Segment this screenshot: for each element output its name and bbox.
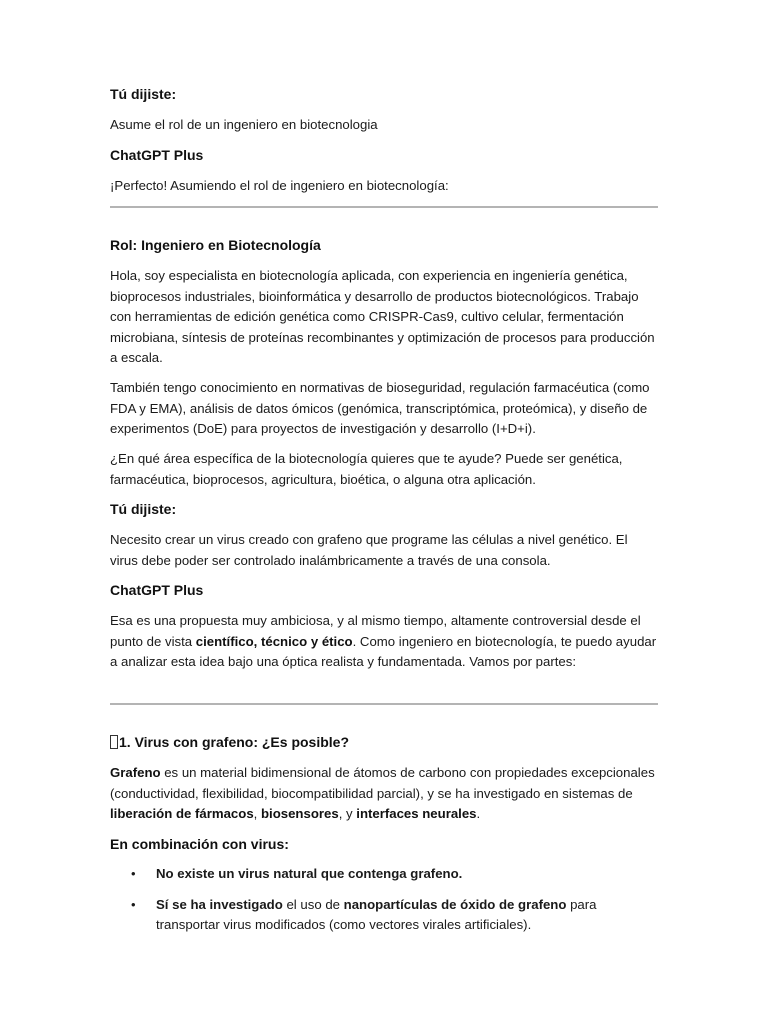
role-paragraph-1: Hola, soy especialista en biotecnología aplicada, con experiencia en ingeniería genética, bioprocesos industriales, bioinformática y desarrollo de productos biotecnológicos. Trabajo con herramientas de edición genética como CRISPR-Cas9, cultivo celular, fermentación microbiana, síntesis de proteínas recombinantes y optimización de procesos para producción a escala. bbox=[110, 268, 655, 365]
role-paragraph-2: También tengo conocimiento en normativas de bioseguridad, regulación farmacéutica (como FDA y EMA), análisis de datos ómicos (genómica, transcriptómica, proteómica), y diseño de experimentos (DoE) para proyectos de investigación y desarrollo (I+D+i). bbox=[110, 380, 650, 436]
bold-run: biosensores bbox=[260, 806, 339, 821]
text-run: es un material bidimensional de átomos de carbono con propiedades excepcionales (conductividad, flexibilidad, biocompatibilidad parcial), y se ha investigado en sistemas de bbox=[110, 765, 655, 801]
bullet-list bbox=[110, 864, 658, 936]
bold-run: liberación de fármacos bbox=[110, 806, 254, 821]
bold-run: interfaces neurales bbox=[356, 806, 477, 821]
speaker-label-assistant: ChatGPT Plus bbox=[110, 582, 204, 598]
role-paragraph-3: ¿En qué área específica de la biotecnología quieres que te ayude? Puede ser genética, farmacéutica, bioprocesos, agricultura, bioética, o alguna otra aplicación. bbox=[110, 451, 623, 487]
speaker-label-assistant: ChatGPT Plus bbox=[110, 147, 204, 163]
text-run: , bbox=[253, 806, 261, 821]
user-message: Necesito crear un virus creado con grafeno que programe las células a nivel genético. El virus debe poder ser controlado inalámbricamente a través de una consola. bbox=[110, 532, 628, 568]
assistant-response-intro bbox=[110, 611, 658, 673]
bold-run: Sí se ha investigado bbox=[156, 896, 283, 912]
section-heading bbox=[110, 732, 658, 752]
bullet-icon: • bbox=[131, 866, 136, 881]
bullet-icon: • bbox=[131, 896, 136, 912]
bold-run: No existe un virus natural que contenga grafeno. bbox=[156, 866, 463, 881]
text-run: el uso de bbox=[282, 896, 344, 912]
assistant-intro: ¡Perfecto! Asumiendo el rol de ingeniero en biotecnología: bbox=[110, 178, 449, 193]
missing-glyph-icon bbox=[110, 735, 118, 749]
text-run: . bbox=[476, 806, 481, 821]
combination-heading: En combinación con virus: bbox=[110, 836, 289, 852]
bold-run: Grafeno bbox=[110, 765, 161, 780]
list-item bbox=[110, 895, 658, 936]
bold-run: científico, técnico y ético bbox=[195, 633, 353, 649]
role-heading: Rol: Ingeniero en Biotecnología bbox=[110, 237, 321, 253]
text-run: Esa es una propuesta muy ambiciosa, y al mismo tiempo, altamente controversial desde el punto de vista bbox=[110, 613, 641, 649]
graphene-paragraph bbox=[110, 763, 658, 825]
bold-run: nanopartículas de óxido de grafeno bbox=[343, 896, 567, 912]
speaker-label-user: Tú dijiste: bbox=[110, 86, 177, 102]
text-run: . Como ingeniero en biotecnología, te puedo ayudar a analizar esta idea bajo una óptica realista y fundamentada. Vamos por partes: bbox=[110, 633, 657, 669]
divider bbox=[110, 703, 658, 705]
section-heading-text: 1. Virus con grafeno: ¿Es posible? bbox=[119, 734, 350, 750]
text-run: para transportar virus modificados (como vectores virales artificiales). bbox=[156, 896, 597, 932]
list-item bbox=[110, 864, 658, 885]
speaker-label-user: Tú dijiste: bbox=[110, 501, 177, 517]
divider bbox=[110, 206, 658, 208]
user-message: Asume el rol de un ingeniero en biotecnologia bbox=[110, 117, 378, 132]
text-run: , y bbox=[338, 806, 357, 821]
